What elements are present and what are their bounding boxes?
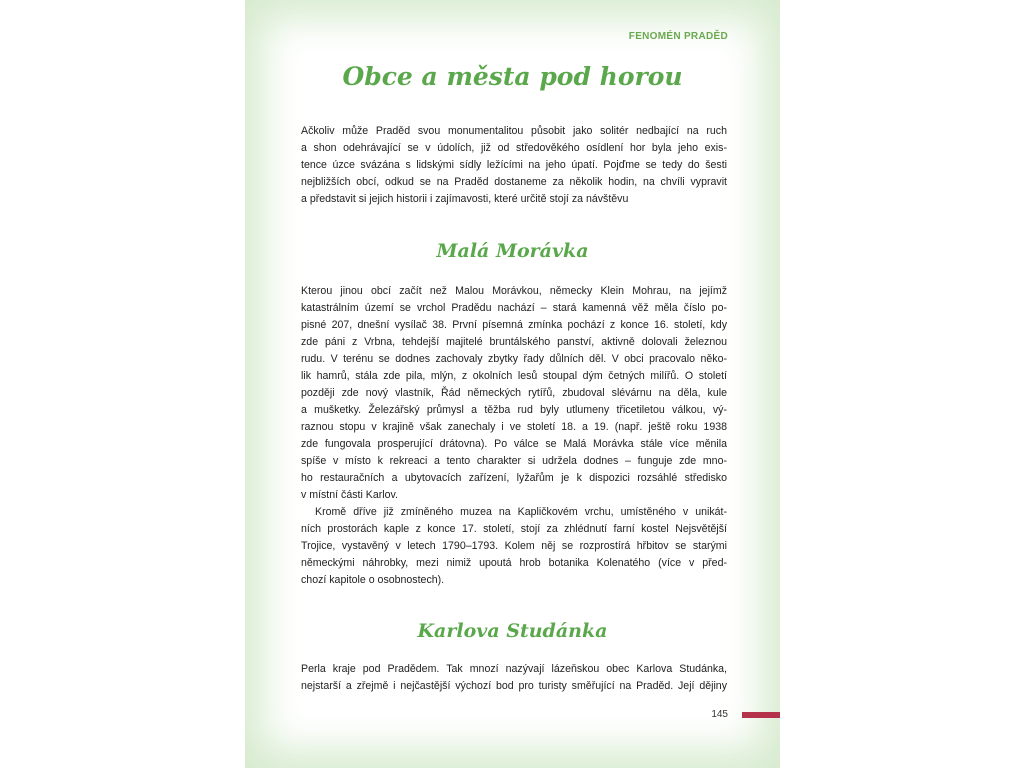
text-line: později zde nový vlastník, Řád německých rytířů, zbudoval slévárnu na děla, kule <box>301 387 727 399</box>
text-line: a shon odehrávající se v údolích, již od středověkého osídlení hor byla jeho exis- <box>301 142 727 154</box>
text-line: ho restauračních a ubytovacích zařízení, lyžařům je k dispozici rozsáhlé středisko <box>301 472 727 484</box>
mala-moravka-paragraph-2 <box>301 504 727 589</box>
text-line: a představit si jejich historii i zajímavosti, které určitě stojí za návštěvu <box>301 193 629 205</box>
section-heading-karlova-studanka: Karlova Studánka <box>417 620 608 642</box>
text-line: nejstarší a zřejmě i nejčastější výchozí bod pro turisty směřující na Praděd. Její dějiny <box>301 680 727 692</box>
text-line: zde páni z Vrbna, tehdejší majitelé bruntálského panství, aktivně dolovali železnou <box>301 336 727 348</box>
book-page <box>245 0 780 768</box>
karlova-studanka-paragraph-1 <box>301 661 727 695</box>
page-title: Obce a města pod horou <box>342 62 683 91</box>
text-line: Ačkoliv může Praděd svou monumentalitou působit jako solitér nedbající na ruch <box>301 125 727 137</box>
text-line: Perla kraje pod Pradědem. Tak mnozí nazývají lázeňskou obec Karlova Studánka, <box>301 663 727 675</box>
text-line: katastrálním území se vrchol Pradědu nachází – stará kamenná věž měla číslo po- <box>301 302 727 314</box>
text-line: chozí kapitole o osobnostech). <box>301 574 445 586</box>
running-head: FENOMÉN PRADĚD <box>628 31 728 42</box>
text-line: Kterou jinou obcí začít než Malou Morávkou, německy Klein Mohrau, na jejímž <box>301 285 727 297</box>
text-line: nejbližších obcí, odkud se na Praděd dostaneme za několik hodin, na chvíli vypravit <box>301 176 727 188</box>
text-line: pisné 207, dnešní vysílač 38. První písemná zmínka pochází z konce 16. století, kdy <box>301 319 727 331</box>
page-edge-tab <box>742 712 780 718</box>
text-line: spíše v místo k rekreaci a tento charakter si udržela dodnes – funguje zde mno- <box>301 455 727 467</box>
text-line: německými náhrobky, mezi nimiž upoutá hrob botanika Kolenatého (více v před- <box>301 557 727 569</box>
text-line: tence úzce svázána s lidskými sídly ležícími na jeho úpatí. Pojďme se tedy do šesti <box>301 159 727 171</box>
text-line: a mušketky. Železářský průmysl a těžba rud byly utlumeny třicetiletou válkou, vý- <box>301 404 727 416</box>
section-heading-mala-moravka: Malá Morávka <box>436 240 589 262</box>
text-line: rudu. V terénu se dodnes zachovaly zbytky řady důlních děl. V obci pracovalo něko- <box>301 353 727 365</box>
text-line: Kromě dříve již zmíněného muzea na Kapličkovém vrchu, umístěného v unikát- <box>315 506 727 518</box>
page-number: 145 <box>711 709 728 720</box>
text-line: zde fungovala prosperující drátovna). Po válce se Malá Morávka stále více měnila <box>301 438 727 450</box>
text-line: ních prostorách kaple z konce 17. století, stojí za zhlédnutí farní kostel Nejsvětější <box>301 523 727 535</box>
mala-moravka-paragraph-1 <box>301 283 727 504</box>
text-line: lik hamrů, stála zde pila, mlýn, z okolních lesů stoupal dým četných milířů. O století <box>301 370 727 382</box>
text-line: Trojice, vystavěný v letech 1790–1793. Kolem něj se rozprostírá hřbitov se starými <box>301 540 727 552</box>
text-line: v místní části Karlov. <box>301 489 398 501</box>
text-line: raznou stopu v krajině však zanechaly i ve století 18. a 19. (např. ještě roku 1938 <box>301 421 727 433</box>
intro-paragraph <box>301 123 727 208</box>
